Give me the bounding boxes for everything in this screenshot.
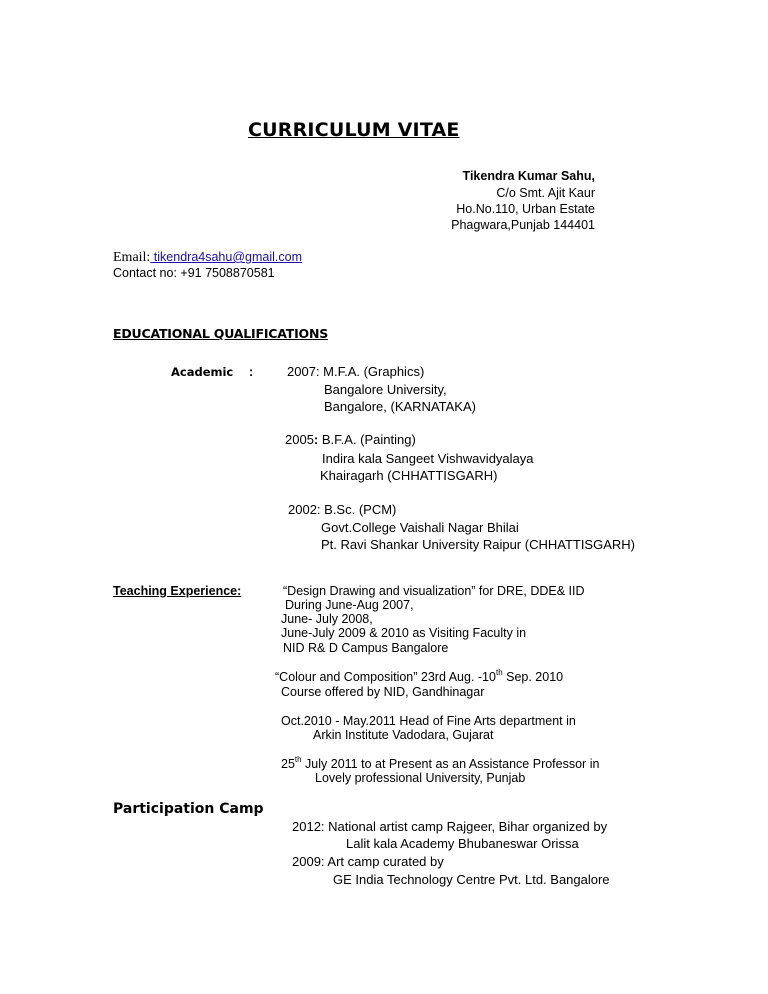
academic-label: Academic <box>171 365 234 379</box>
camp-2009-line1: 2009: Art camp curated by <box>292 854 444 869</box>
teaching-block1-line1: “Design Drawing and visualization” for DRE, DDE& IID <box>283 584 585 598</box>
teaching-block4-line2: Lovely professional University, Punjab <box>315 771 526 785</box>
contact-number: Contact no: +91 7508870581 <box>113 266 275 280</box>
teaching-block2-text-b: Sep. 2010 <box>502 670 564 684</box>
page-title: CURRICULUM VITAE <box>248 119 460 141</box>
edu-2005-year: 2005 <box>285 432 314 447</box>
edu-2007-line2: Bangalore University, <box>324 382 447 397</box>
edu-2007-line3: Bangalore, (KARNATAKA) <box>324 399 476 414</box>
candidate-name: Tikendra Kumar Sahu, <box>462 169 595 183</box>
teaching-block4-text-a: 25 <box>281 757 295 771</box>
camp-2009-line2: GE India Technology Centre Pvt. Ltd. Bangalore <box>333 872 610 887</box>
email-label: Email: <box>113 250 151 265</box>
edu-2002-line1: 2002: B.Sc. (PCM) <box>288 502 397 517</box>
teaching-block4-text-b: July 2011 to at Present as an Assistance Professor in <box>301 757 600 771</box>
address-line-1: C/o Smt. Ajit Kaur <box>496 186 595 200</box>
address-line-3: Phagwara,Punjab 144401 <box>451 218 595 232</box>
email-row <box>113 249 302 266</box>
teaching-block2-sup: th <box>495 668 503 677</box>
participation-heading: Participation Camp <box>113 801 264 817</box>
academic-colon: : <box>249 365 254 379</box>
edu-2002-line3: Pt. Ravi Shankar University Raipur (CHHATTISGARH) <box>321 537 635 552</box>
teaching-block1-line3: June- July 2008, <box>281 612 373 626</box>
education-heading: EDUCATIONAL QUALIFICATIONS <box>113 326 329 341</box>
edu-2005-line3: Khairagarh (CHHATTISGARH) <box>320 468 498 483</box>
edu-2005-line2: Indira kala Sangeet Vishwavidyalaya <box>322 451 534 466</box>
teaching-block1-line2: During June-Aug 2007, <box>285 598 414 612</box>
email-link[interactable]: tikendra4sahu@gmail.com <box>150 250 302 264</box>
camp-2012-line1: 2012: National artist camp Rajgeer, Bihar organized by <box>292 819 608 834</box>
teaching-heading: Teaching Experience: <box>113 584 242 598</box>
teaching-block3-line2: Arkin Institute Vadodara, Gujarat <box>313 728 494 742</box>
teaching-block3-line1: Oct.2010 - May.2011 Head of Fine Arts department in <box>281 714 576 728</box>
teaching-block4-sup: th <box>294 755 302 764</box>
teaching-block2-line1 <box>275 669 563 685</box>
teaching-block2-line2: Course offered by NID, Gandhinagar <box>281 685 485 699</box>
edu-2005-line1 <box>285 432 416 448</box>
camp-2012-line2: Lalit kala Academy Bhubaneswar Orissa <box>346 836 579 851</box>
edu-2007-line1: 2007: M.F.A. (Graphics) <box>287 364 425 379</box>
edu-2002-line2: Govt.College Vaishali Nagar Bhilai <box>321 520 519 535</box>
edu-2005-sep: : <box>313 432 319 447</box>
address-line-2: Ho.No.110, Urban Estate <box>456 202 595 216</box>
edu-2005-degree: B.F.A. (Painting) <box>318 432 416 447</box>
teaching-block1-line4: June-July 2009 & 2010 as Visiting Faculty in <box>281 626 527 640</box>
teaching-block1-line5: NID R& D Campus Bangalore <box>283 641 449 655</box>
teaching-block2-text-a: “Colour and Composition” 23rd Aug. -10 <box>275 670 496 684</box>
